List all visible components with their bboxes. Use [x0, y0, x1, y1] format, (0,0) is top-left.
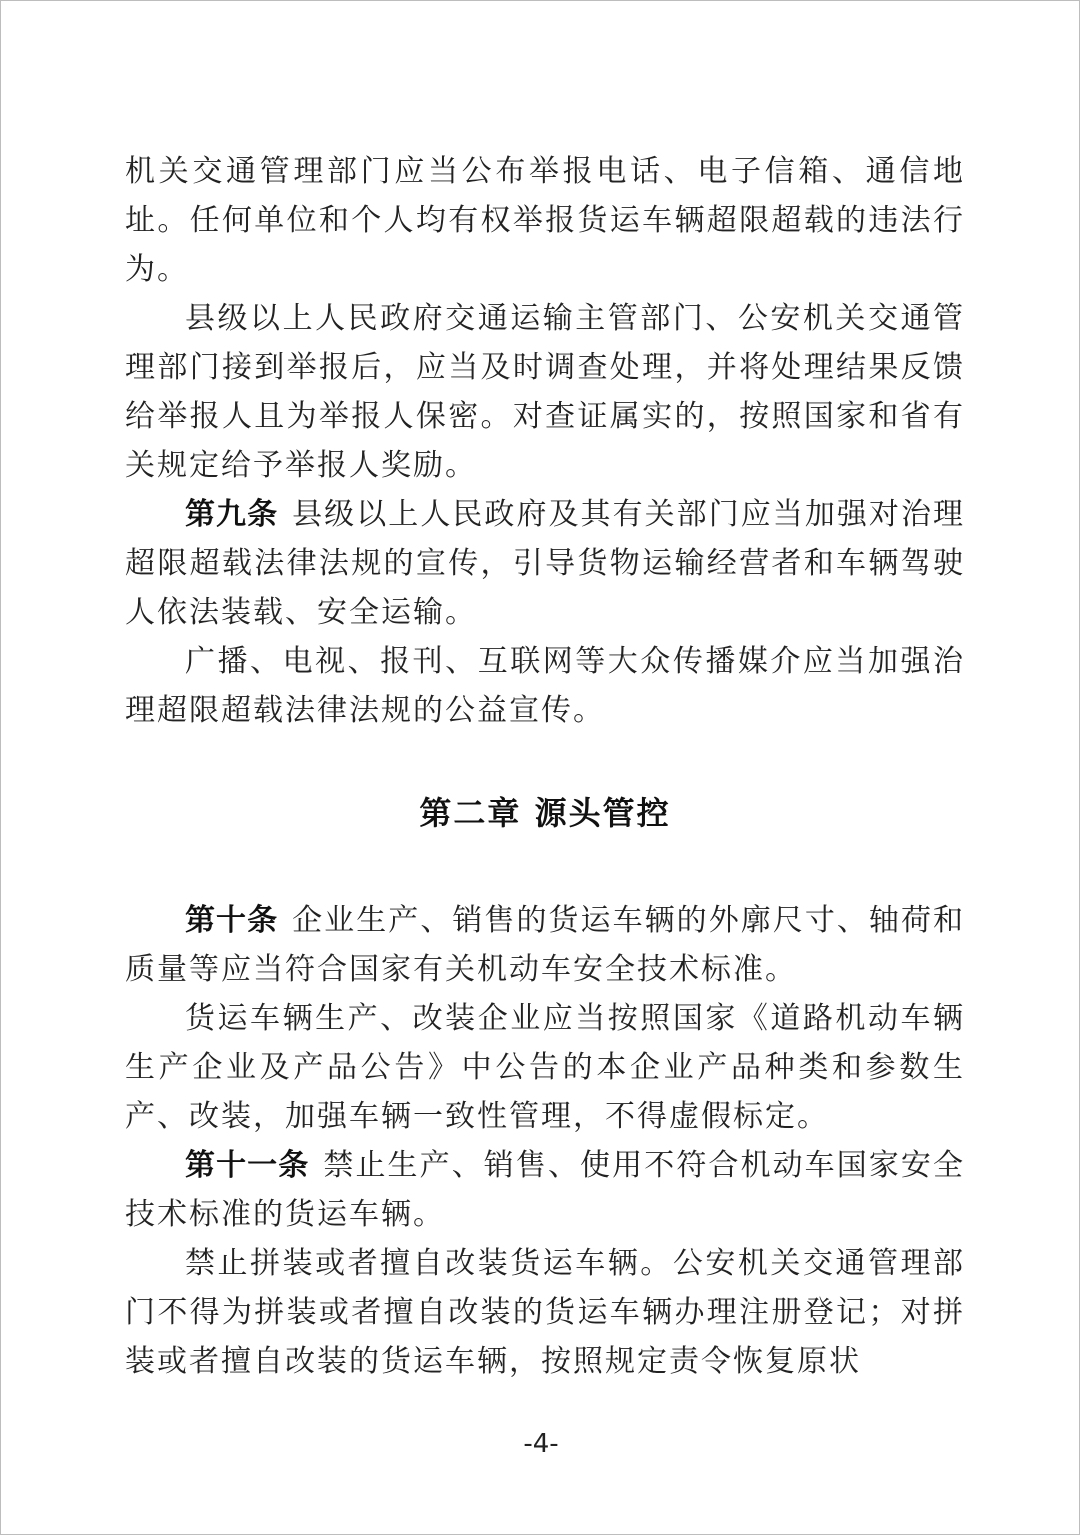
article-9	[125, 490, 965, 637]
document-body	[125, 147, 965, 1386]
article-10	[125, 896, 965, 994]
article-10-paragraph-2: 货运车辆生产、改装企业应当按照国家《道路机动车辆生产企业及产品公告》中公告的本企业产品种类和参数生产、改装，加强车辆一致性管理，不得虚假标定。	[125, 1001, 965, 1134]
article-10-text: 企业生产、销售的货运车辆的外廓尺寸、轴荷和质量等应当符合国家有关机动车安全技术标准。	[125, 903, 966, 987]
paragraph-report-handling: 县级以上人民政府交通运输主管部门、公安机关交通管理部门接到举报后，应当及时调查处理，并将处理结果反馈给举报人且为举报人保密。对查证属实的，按照国家和省有关规定给予举报人奖励。	[125, 301, 965, 483]
article-11-text: 禁止生产、销售、使用不符合机动车国家安全技术标准的货运车辆。	[125, 1148, 966, 1232]
article-10-label: 第十条	[185, 903, 279, 938]
article-9-label: 第九条	[185, 497, 279, 532]
article-11-paragraph-2: 禁止拼装或者擅自改装货运车辆。公安机关交通管理部门不得为拼装或者擅自改装的货运车辆办理注册登记；对拼装或者擅自改装的货运车辆，按照规定责令恢复原状	[125, 1246, 965, 1379]
chapter-title: 第二章 源头管控	[419, 794, 671, 832]
article-11-label: 第十一条	[185, 1148, 310, 1183]
page-number: -4-	[523, 1429, 559, 1459]
article-11	[125, 1141, 965, 1239]
article-9-text: 县级以上人民政府及其有关部门应当加强对治理超限超载法律法规的宣传，引导货物运输经营者和车辆驾驶人依法装载、安全运输。	[125, 497, 966, 630]
article-9-paragraph-2: 广播、电视、报刊、互联网等大众传播媒介应当加强治理超限超载法律法规的公益宣传。	[125, 644, 965, 728]
paragraph-continued: 机关交通管理部门应当公布举报电话、电子信箱、通信地址。任何单位和个人均有权举报货运车辆超限超载的违法行为。	[125, 154, 965, 287]
